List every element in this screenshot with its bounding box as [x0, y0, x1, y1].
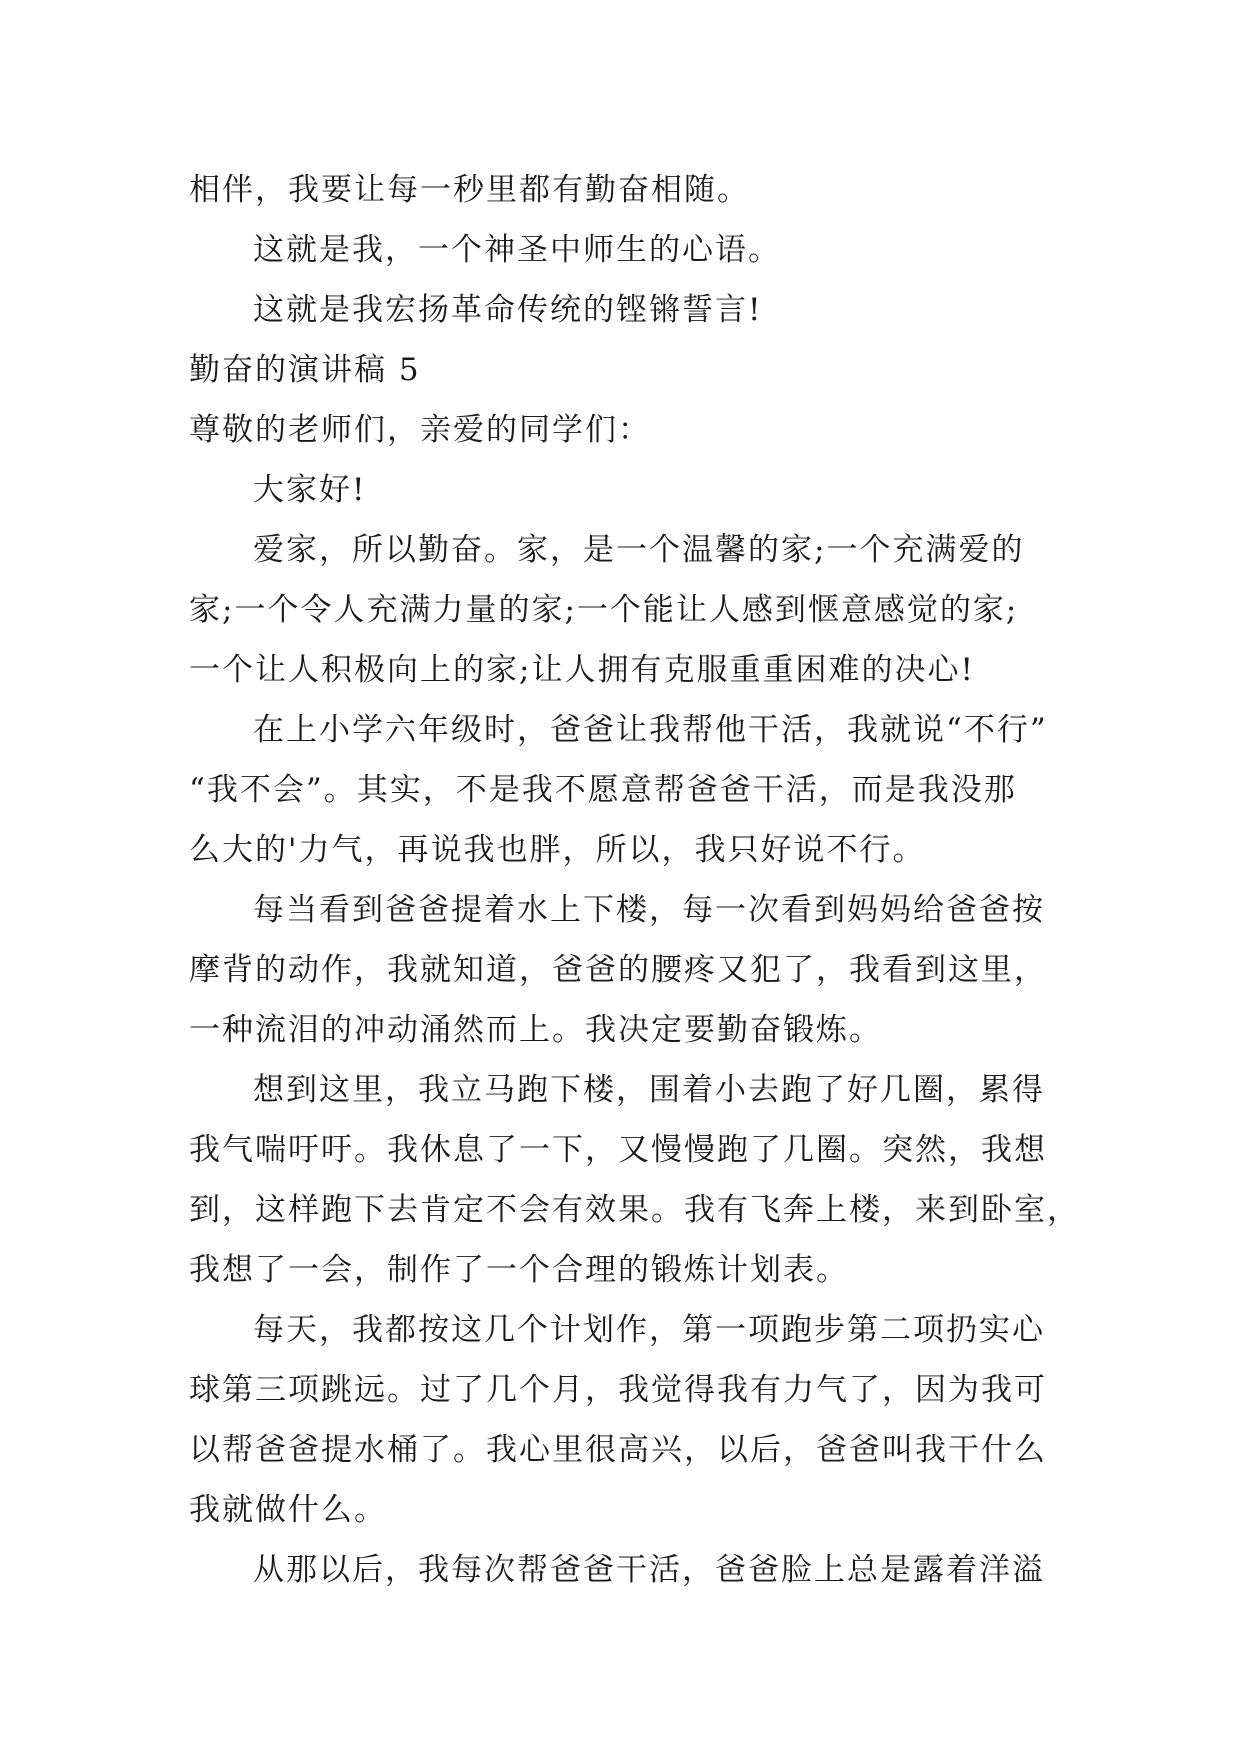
text-line: 每天，我都按这几个计划作，第一项跑步第二项扔实心 [253, 1312, 1045, 1348]
salutation: 尊敬的老师们，亲爱的同学们： [189, 412, 651, 448]
text-line: 我气喘吁吁。我休息了一下，又慢慢跑了几圈。突然，我想 [189, 1132, 1047, 1168]
text-line: 一个让人积极向上的家;让人拥有克服重重困难的决心! [189, 652, 975, 688]
text-line: 摩背的动作，我就知道，爸爸的腰疼又犯了，我看到这里， [189, 952, 1047, 988]
document-page [189, 160, 1080, 1600]
text-line: 到，这样跑下去肯定不会有效果。我有飞奔上楼，来到卧室， [189, 1192, 1080, 1228]
text-line: 每当看到爸爸提着水上下楼，每一次看到妈妈给爸爸按 [253, 892, 1045, 928]
text-line: 球第三项跳远。过了几个月，我觉得我有力气了，因为我可 [189, 1372, 1047, 1408]
text-line: 我想了一会，制作了一个合理的锻炼计划表。 [189, 1252, 849, 1288]
text-line: 相伴，我要让每一秒里都有勤奋相随。 [189, 172, 750, 208]
greeting: 大家好! [253, 472, 367, 508]
text-line: 从那以后，我每次帮爸爸干活，爸爸脸上总是露着洋溢 [253, 1552, 1045, 1588]
text-line: 家;一个令人充满力量的家;一个能让人感到惬意感觉的家; [189, 592, 1019, 628]
text-line: 我就做什么。 [189, 1492, 387, 1528]
text-line: 这就是我宏扬革命传统的铿锵誓言! [253, 292, 763, 328]
text-line: 一种流泪的冲动涌然而上。我决定要勤奋锻炼。 [189, 1012, 882, 1048]
text-line: 么大的'力气，再说我也胖，所以，我只好说不行。 [189, 832, 926, 868]
text-line: “我不会”。其实，不是我不愿意帮爸爸干活，而是我没那 [189, 772, 1017, 808]
text-line: 爱家，所以勤奋。家，是一个温馨的家;一个充满爱的 [253, 532, 1025, 568]
section-heading: 勤奋的演讲稿 5 [189, 352, 421, 388]
text-line: 以帮爸爸提水桶了。我心里很高兴，以后，爸爸叫我干什么 [189, 1432, 1047, 1468]
text-line: 这就是我，一个神圣中师生的心语。 [253, 232, 781, 268]
text-line: 在上小学六年级时，爸爸让我帮他干活，我就说“不行” [253, 712, 1048, 748]
text-line: 想到这里，我立马跑下楼，围着小去跑了好几圈，累得 [253, 1072, 1045, 1108]
